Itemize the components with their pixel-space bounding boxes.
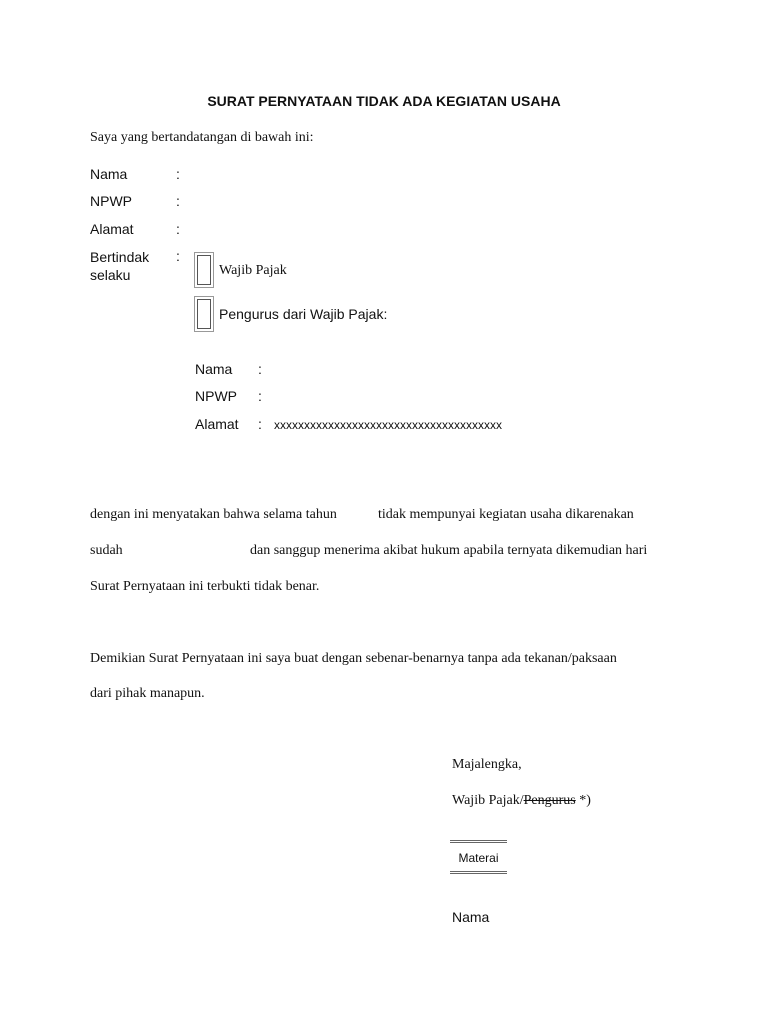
intro-text: Saya yang bertandatangan di bawah ini: (90, 130, 314, 145)
signature-role (452, 793, 591, 809)
field-label-nama: Nama (90, 166, 128, 182)
page-title: SURAT PERNYATAAN TIDAK ADA KEGIATAN USAHA (207, 93, 561, 109)
statement-line-1b: tidak mempunyai kegiatan usaha dikarenakan (378, 507, 634, 522)
statement-line-2a: sudah (90, 543, 123, 558)
field-label-alamat: Alamat (90, 221, 134, 237)
field-colon: : (176, 193, 180, 209)
sub-field-colon: : (258, 416, 262, 432)
sub-field-colon: : (258, 361, 262, 377)
closing-line-2: dari pihak manapun. (90, 686, 205, 701)
stamp-bottom-line (450, 871, 507, 874)
signature-role-note: *) (575, 793, 591, 808)
wajib-pajak-checkbox[interactable] (197, 255, 211, 285)
signature-place: Majalengka, (452, 757, 522, 772)
statement-line-2b: dan sanggup menerima akibat hukum apabila ternyata dikemudian hari (250, 543, 648, 558)
field-label-npwp: NPWP (90, 193, 132, 209)
statement-line-1a: dengan ini menyatakan bahwa selama tahun (90, 507, 337, 522)
pengurus-option-label: Pengurus dari Wajib Pajak: (219, 306, 388, 322)
closing-line-1: Demikian Surat Pernyataan ini saya buat dengan sebenar-benarnya tanpa ada tekanan/paksaan (90, 651, 617, 666)
sub-field-value-alamat: xxxxxxxxxxxxxxxxxxxxxxxxxxxxxxxxxxxxxx (274, 418, 502, 432)
signature-name: Nama (452, 909, 490, 925)
field-colon: : (176, 221, 180, 237)
stamp-top-line (450, 840, 507, 843)
field-label-bertindak-selaku: Bertindak selaku (90, 249, 150, 283)
statement-line-3: Surat Pernyataan ini terbukti tidak benar. (90, 579, 320, 594)
pengurus-checkbox[interactable] (197, 299, 211, 329)
sub-field-label-alamat: Alamat (195, 416, 239, 432)
sub-field-label-npwp: NPWP (195, 388, 237, 404)
field-colon: : (176, 248, 180, 264)
signature-role-wajib-pajak: Wajib Pajak/ (452, 793, 524, 808)
field-colon: : (176, 166, 180, 182)
signature-role-pengurus-struck: Pengurus (523, 793, 576, 808)
sub-field-colon: : (258, 388, 262, 404)
materai-stamp-label: Materai (458, 851, 499, 865)
sub-field-label-nama: Nama (195, 361, 233, 377)
wajib-pajak-option-label: Wajib Pajak (219, 263, 287, 278)
